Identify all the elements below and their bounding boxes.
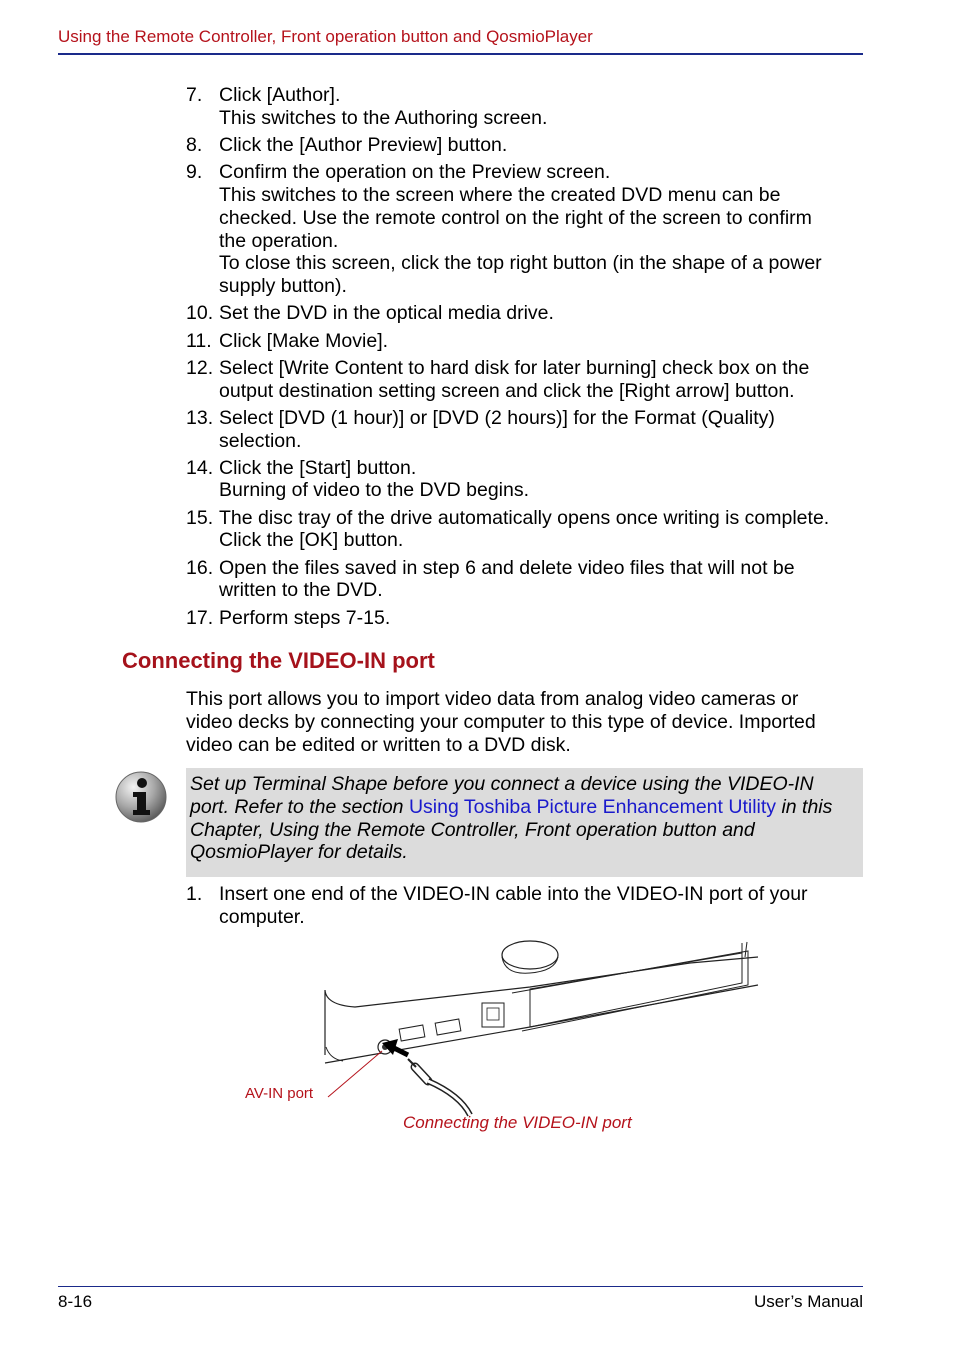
step-text: Click the [Start] button. bbox=[219, 456, 417, 479]
section-link[interactable]: Using Toshiba Picture Enhancement Utility bbox=[408, 795, 777, 818]
step-text: Select [Write Content to hard disk for later burning] check box on the bbox=[219, 356, 810, 379]
list-item bbox=[186, 457, 866, 503]
step-number: 17. bbox=[186, 606, 214, 629]
note-line bbox=[190, 796, 832, 819]
step-number: 1. bbox=[186, 883, 203, 905]
list-item bbox=[186, 134, 866, 157]
procedure-steps bbox=[186, 84, 866, 634]
note-line: Chapter, Using the Remote Controller, Front operation button and bbox=[190, 818, 755, 841]
step-text: This switches to the screen where the created DVD menu can be bbox=[219, 183, 781, 206]
step-text: Click [Make Movie]. bbox=[219, 329, 389, 352]
list-item bbox=[186, 357, 866, 403]
note-line: Set up Terminal Shape before you connect a device using the VIDEO-IN bbox=[190, 773, 814, 795]
step-text: Select [DVD (1 hour)] or [DVD (2 hours)] for the Format (Quality) bbox=[219, 406, 775, 429]
note-text-part: in this bbox=[776, 795, 833, 818]
step-text: supply button). bbox=[219, 275, 347, 298]
intro-line: video decks by connecting your computer to this type of device. Imported bbox=[186, 710, 816, 733]
step-number: 15. bbox=[186, 506, 214, 529]
step-text: selection. bbox=[219, 429, 302, 452]
step-text: checked. Use the remote control on the right of the screen to confirm bbox=[219, 206, 812, 229]
step-number: 12. bbox=[186, 356, 214, 379]
step-text: Confirm the operation on the Preview screen. bbox=[219, 161, 611, 184]
list-item bbox=[186, 84, 866, 130]
list-item bbox=[186, 302, 866, 325]
list-item bbox=[186, 161, 866, 298]
manual-title: User’s Manual bbox=[754, 1292, 863, 1311]
step-number: 8. bbox=[186, 133, 203, 156]
step-text: computer. bbox=[219, 905, 305, 928]
step-text: This switches to the Authoring screen. bbox=[219, 106, 548, 129]
intro-line: This port allows you to import video data from analog video cameras or bbox=[186, 688, 799, 710]
note-line: QosmioPlayer for details. bbox=[190, 841, 408, 864]
list-item bbox=[186, 407, 866, 453]
step-text: Burning of video to the DVD begins. bbox=[219, 479, 530, 502]
step-text: the operation. bbox=[219, 229, 339, 252]
header-rule bbox=[58, 53, 863, 55]
list-item bbox=[186, 883, 866, 929]
step-number: 11. bbox=[186, 329, 212, 352]
step-text: The disc tray of the drive automatically opens once writing is complete. bbox=[219, 506, 830, 529]
step-number: 16. bbox=[186, 556, 214, 579]
step-number: 13. bbox=[186, 406, 214, 429]
step-number: 14. bbox=[186, 456, 214, 479]
footer-rule bbox=[58, 1286, 863, 1287]
note-text-part: port. Refer to the section bbox=[190, 795, 409, 818]
list-item bbox=[186, 507, 866, 553]
step-number: 7. bbox=[186, 84, 203, 106]
step-text: Click [Author]. bbox=[219, 84, 341, 106]
step-text: Set the DVD in the optical media drive. bbox=[219, 302, 554, 325]
list-item bbox=[186, 330, 866, 353]
step-text: output destination setting screen and click the [Right arrow] button. bbox=[219, 379, 795, 402]
info-icon bbox=[114, 770, 168, 824]
figure-label: AV-IN port bbox=[245, 1085, 314, 1102]
list-item bbox=[186, 557, 866, 603]
step-text: To close this screen, click the top right button (in the shape of a power bbox=[219, 252, 822, 275]
figure-caption: Connecting the VIDEO-IN port bbox=[403, 1113, 632, 1132]
step-text: Click the [Author Preview] button. bbox=[219, 133, 508, 156]
step-number: 10. bbox=[186, 302, 214, 325]
list-item bbox=[186, 607, 866, 630]
section-heading: Connecting the VIDEO-IN port bbox=[122, 648, 435, 673]
step-text: Insert one end of the VIDEO-IN cable into the VIDEO-IN port of your bbox=[219, 883, 808, 905]
section-intro bbox=[186, 688, 816, 756]
step-text: Open the files saved in step 6 and delete video files that will not be bbox=[219, 556, 795, 579]
step-text: Perform steps 7-15. bbox=[219, 606, 391, 629]
step-text: written to the DVD. bbox=[219, 579, 383, 602]
page-number: 8-16 bbox=[58, 1292, 93, 1311]
step-number: 9. bbox=[186, 161, 203, 184]
connection-steps bbox=[186, 883, 866, 933]
step-text: Click the [OK] button. bbox=[219, 529, 404, 552]
running-header: Using the Remote Controller, Front operation button and QosmioPlayer bbox=[58, 27, 593, 46]
note-text bbox=[190, 773, 832, 864]
intro-line: video can be edited or written to a DVD disk. bbox=[186, 733, 571, 756]
